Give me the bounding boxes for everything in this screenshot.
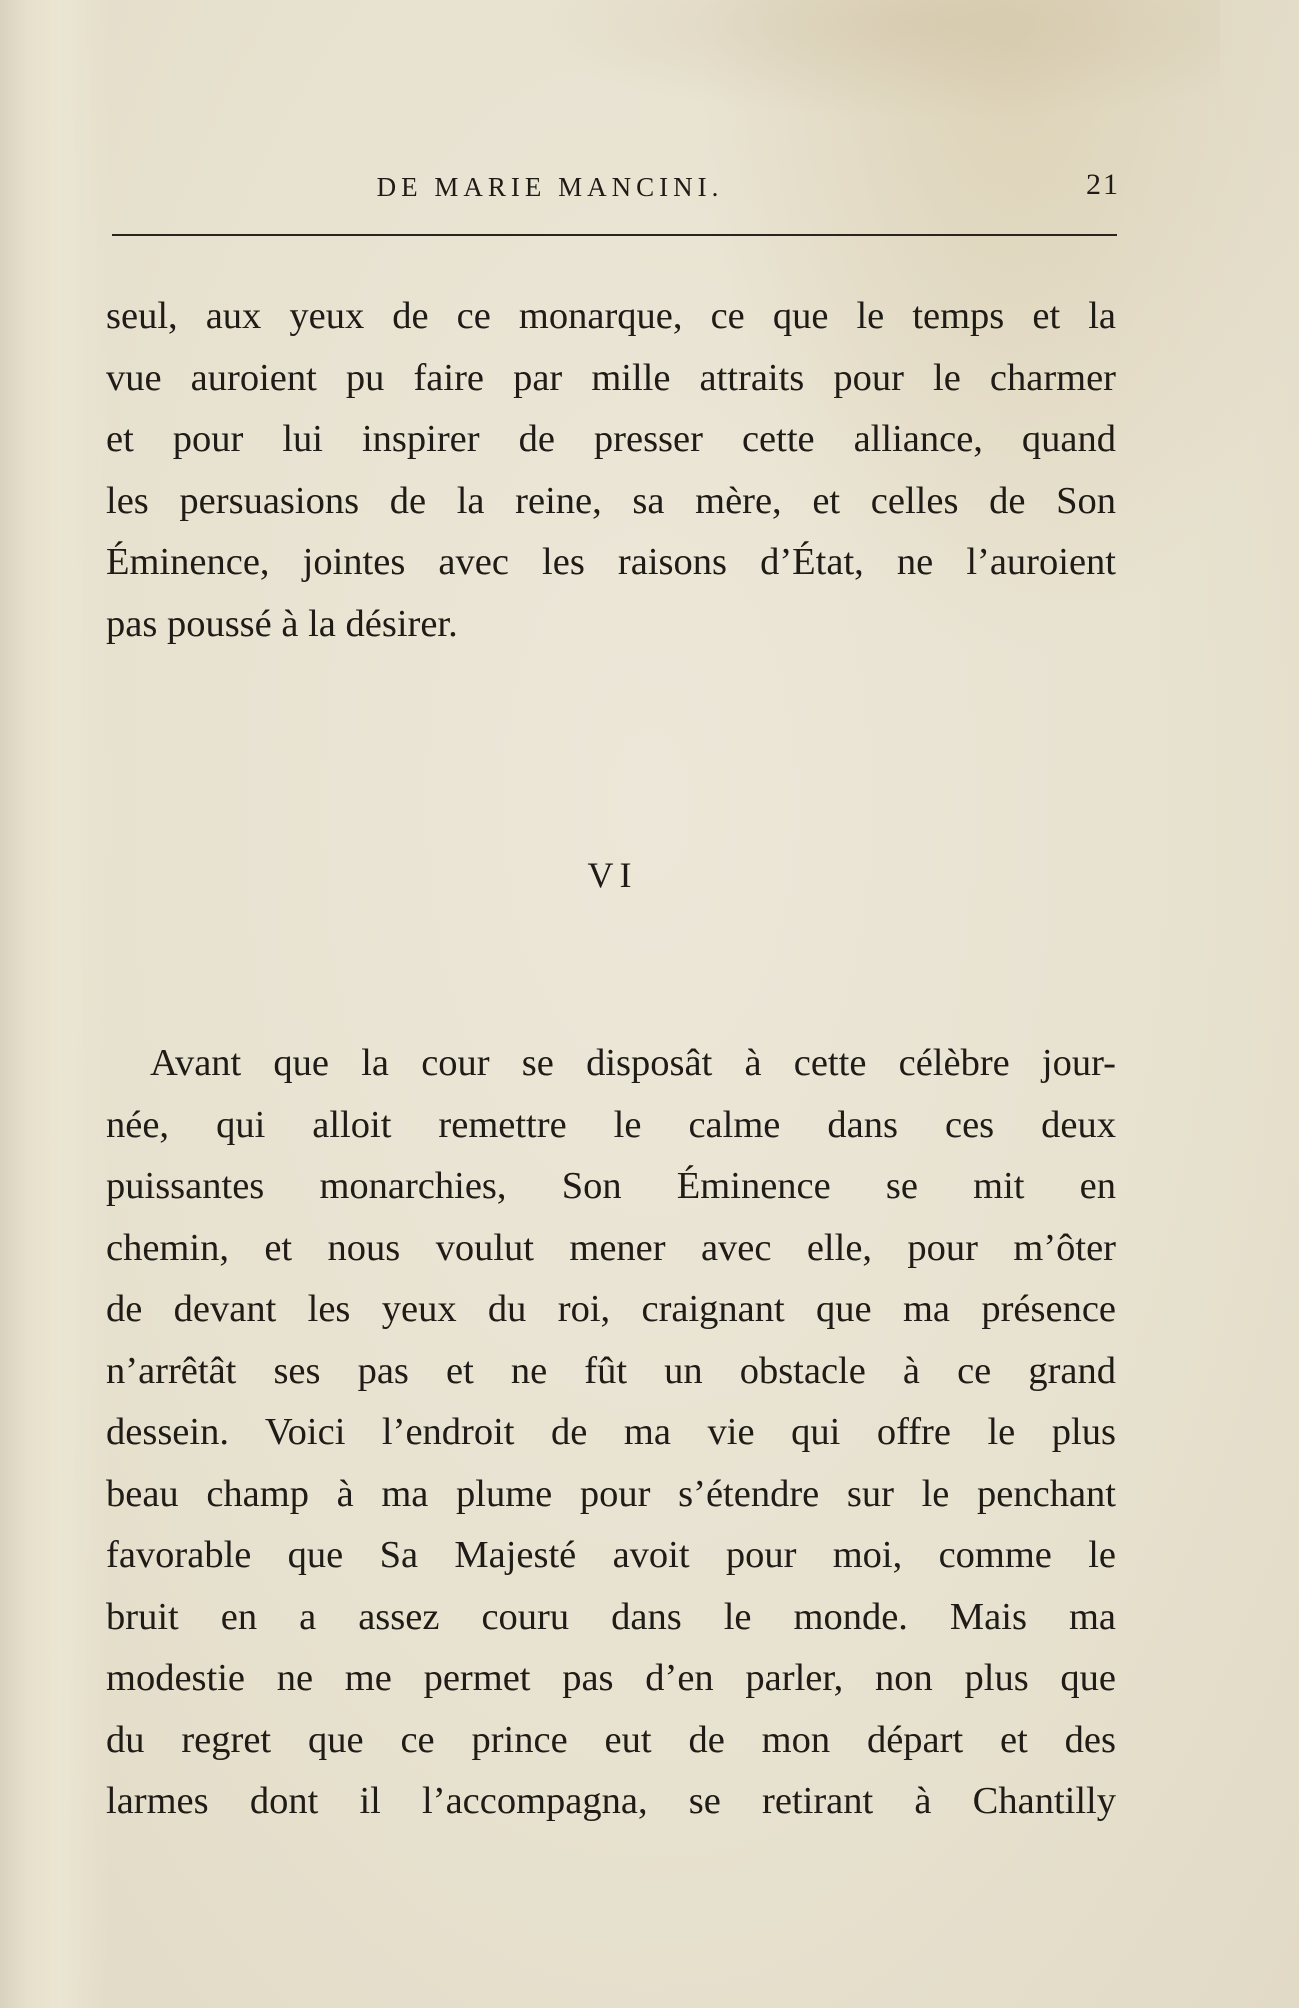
text-line: seul, aux yeux de ce monarque, ce que le temps et la (106, 295, 1116, 337)
text-line: larmes dont il l’accompagna, se retirant à Chantilly (106, 1780, 1116, 1822)
text-line: pas poussé à la désirer. (106, 602, 458, 645)
text-line: favorable que Sa Majesté avoit pour moi, comme le (106, 1534, 1116, 1576)
header-rule (112, 234, 1117, 236)
text-line: chemin, et nous voulut mener avec elle, pour m’ôter (106, 1226, 1116, 1269)
paper-stain (520, 0, 1220, 120)
text-line: beau champ à ma plume pour s’étendre sur le penchant (106, 1472, 1116, 1515)
text-line: et pour lui inspirer de presser cette alliance, quand (106, 418, 1116, 460)
text-line: modestie ne me permet pas d’en parler, non plus que (106, 1657, 1116, 1699)
text-line: du regret que ce prince eut de mon départ et des (106, 1718, 1116, 1761)
running-title: DE MARIE MANCINI. (376, 172, 724, 202)
text-line: Avant que la cour se disposât à cette célèbre jour- (150, 1042, 1116, 1084)
text-line: dessein. Voici l’endroit de ma vie qui offre le plus (106, 1411, 1116, 1453)
text-line: les persuasions de la reine, sa mère, et celles de Son (106, 479, 1116, 522)
section-heading: VI (587, 855, 638, 895)
text-line: n’arrêtât ses pas et ne fût un obstacle à ce grand (106, 1349, 1116, 1392)
text-line: vue auroient pu faire par mille attraits pour le charmer (106, 356, 1116, 399)
paragraph-1 (106, 286, 1116, 655)
text-line: bruit en a assez couru dans le monde. Mais ma (106, 1595, 1116, 1638)
paragraph-2 (106, 1033, 1116, 1833)
running-head (110, 168, 1120, 212)
page-number: 21 (1086, 168, 1120, 201)
text-line: née, qui alloit remettre le calme dans ces deux (106, 1103, 1116, 1146)
text-line: de devant les yeux du roi, craignant que ma présence (106, 1288, 1116, 1330)
text-line: Éminence, jointes avec les raisons d’État, ne l’auroient (106, 541, 1116, 583)
text-line: puissantes monarchies, Son Éminence se mit en (106, 1165, 1116, 1207)
